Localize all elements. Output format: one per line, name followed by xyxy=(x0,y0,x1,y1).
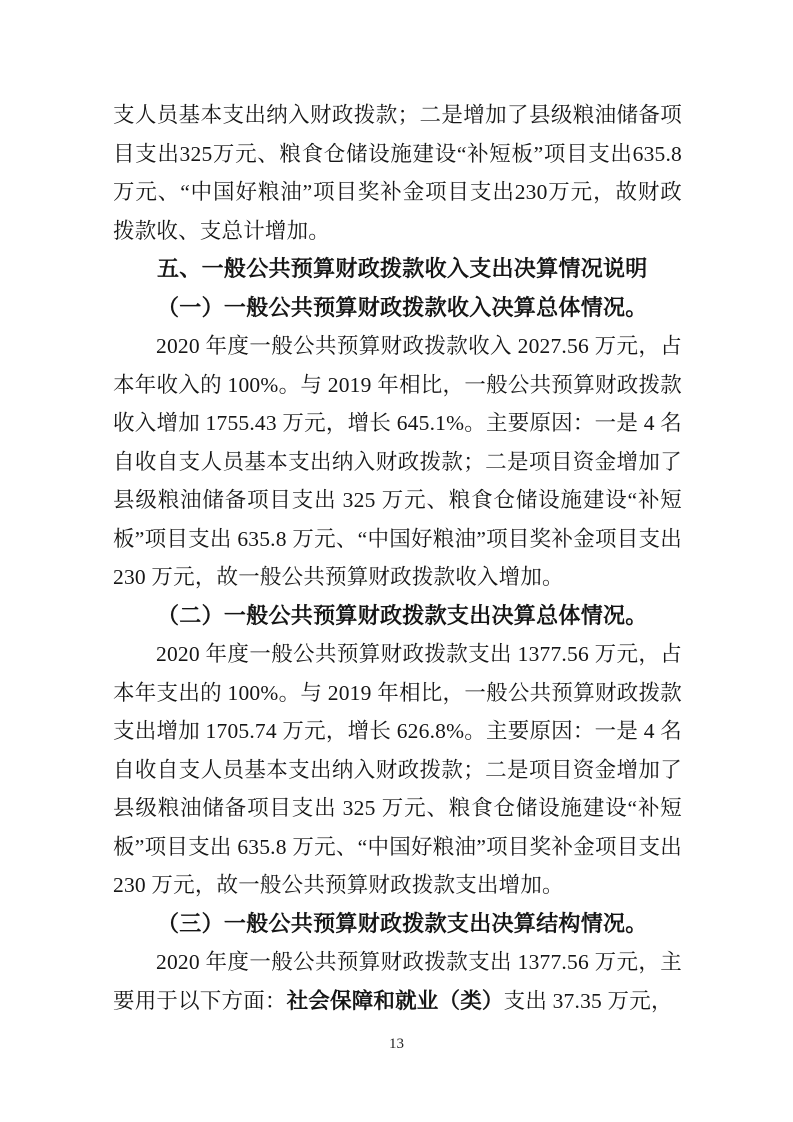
subsection-heading-expenditure-structure: （三）一般公共预算财政拨款支出决算结构情况。 xyxy=(157,910,648,936)
paragraph-expenditure-overview: 2020 年度一般公共预算财政拨款支出 1377.56 万元，占本年支出的 100%。与 2019 年相比，一般公共预算财政拨款支出增加 1705.74 万元，增长 626.8%。主要原因：一是 4 名自收自支人员基本支出纳入财政拨款；二是项目资金增加了县级粮油储备项目支出 325 万元、粮食仓储设施建设“补短板”项目支出 635.8 万元、“中国好粮油”项目奖补金项目支出 230 万元，故一般公共预算财政拨款支出增加。 xyxy=(113,642,682,897)
paragraph-fiscal-total-increase-continuation: 支人员基本支出纳入财政拨款；二是增加了县级粮油储备项目支出325万元、粮食仓储设施建设“补短板”项目支出635.8万元、“中国好粮油”项目奖补金项目支出230万元，故财政拨款收、支总计增加。 xyxy=(113,103,682,243)
expenditure-category-social-security-bold: 社会保障和就业（类） xyxy=(286,988,504,1013)
expenditure-structure-suffix: 支出 37.35 万元， xyxy=(503,988,673,1013)
expenditure-structure-prefix: 2020 年度一般公共预算财政拨款支出 1377.56 万元，主要用于以下方面： xyxy=(113,950,682,1013)
page-number: 13 xyxy=(389,1036,404,1052)
paragraph-expenditure-structure xyxy=(113,943,682,1020)
section-heading-general-budget-explanation: 五、一般公共预算财政拨款收入支出决算情况说明 xyxy=(157,256,648,281)
document-body xyxy=(113,96,682,1020)
subsection-heading-income-overview: （一）一般公共预算财政拨款收入决算总体情况。 xyxy=(157,294,648,320)
paragraph-income-overview: 2020 年度一般公共预算财政拨款收入 2027.56 万元，占本年收入的 100%。与 2019 年相比，一般公共预算财政拨款收入增加 1755.43 万元，增长 645.1%。主要原因：一是 4 名自收自支人员基本支出纳入财政拨款；二是项目资金增加了县级粮油储备项目支出 325 万元、粮食仓储设施建设“补短板”项目支出 635.8 万元、“中国好粮油”项目奖补金项目支出 230 万元，故一般公共预算财政拨款收入增加。 xyxy=(113,334,682,589)
subsection-heading-expenditure-overview: （二）一般公共预算财政拨款支出决算总体情况。 xyxy=(157,602,648,628)
